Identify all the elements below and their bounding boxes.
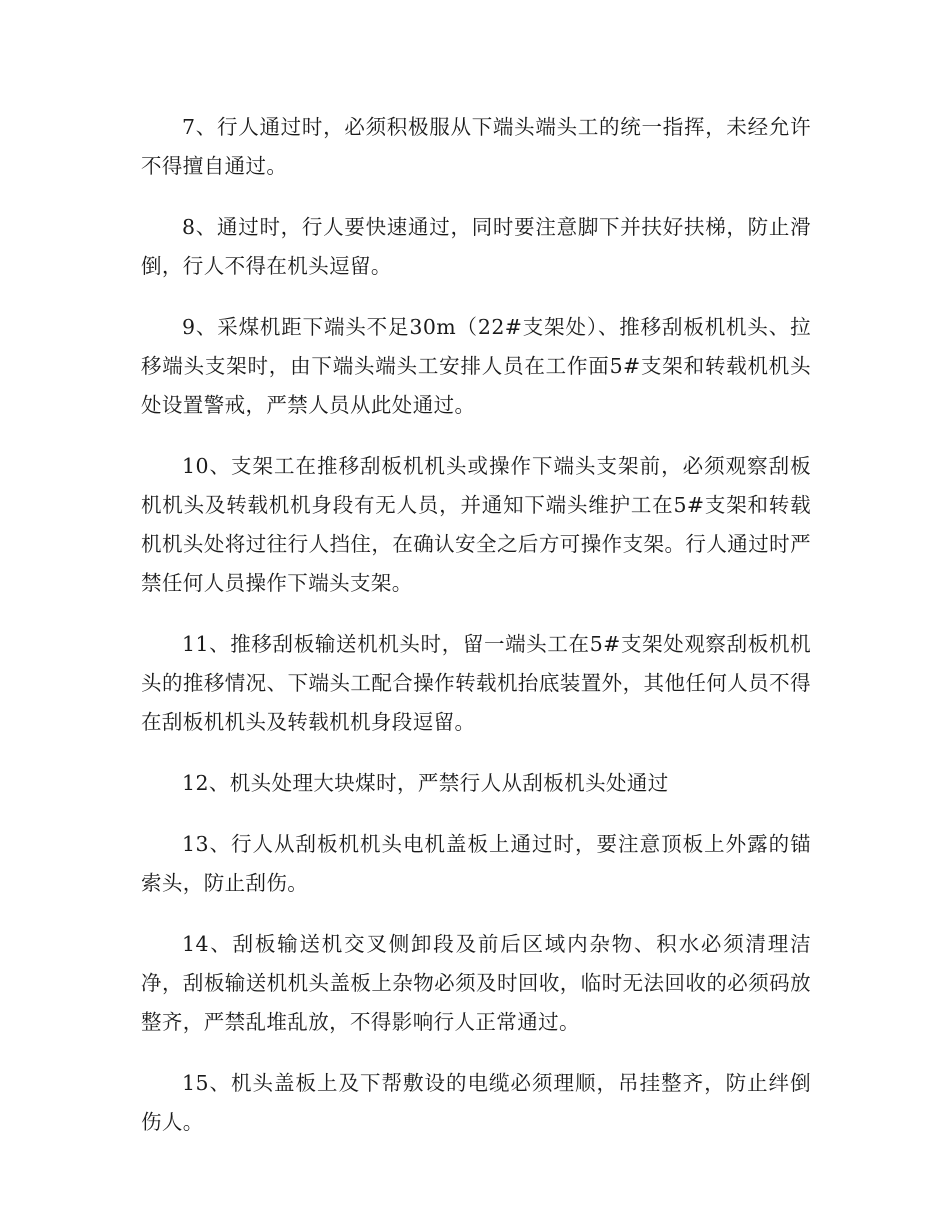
paragraph-11: 11、推移刮板输送机机头时，留一端头工在5#支架处观察刮板机机头的推移情况、下端头工配合操作转载机抬底装置外，其他任何人员不得在刮板机机头及转载机机身段逗留。 (141, 632, 811, 734)
paragraph-7: 7、行人通过时，必须积极服从下端头端头工的统一指挥，未经允许不得擅自通过。 (141, 115, 811, 178)
paragraph-14: 14、刮板输送机交叉侧卸段及前后区域内杂物、积水必须清理洁净，刮板输送机机头盖板上杂物必须及时回收，临时无法回收的必须码放整齐，严禁乱堆乱放，不得影响行人正常通过。 (141, 932, 811, 1034)
paragraph-12: 12、机头处理大块煤时，严禁行人从刮板机头处通过 (182, 771, 669, 795)
document-body (141, 108, 811, 1164)
paragraph-13: 13、行人从刮板机机头电机盖板上通过时，要注意顶板上外露的锚索头，防止刮伤。 (141, 832, 811, 895)
paragraph-15: 15、机头盖板上及下帮敷设的电缆必须理顺，吊挂整齐，防止绊倒伤人。 (141, 1071, 811, 1134)
paragraph-8: 8、通过时，行人要快速通过，同时要注意脚下并扶好扶梯，防止滑倒，行人不得在机头逗留。 (141, 215, 811, 278)
paragraph-10: 10、支架工在推移刮板机机头或操作下端头支架前，必须观察刮板机机头及转载机机身段有无人员，并通知下端头维护工在5#支架和转载机机头处将过往行人挡住，在确认安全之后方可操作支架。行人通过时严禁任何人员操作下端头支架。 (141, 454, 811, 595)
paragraph-9: 9、采煤机距下端头不足30m（22#支架处）、推移刮板机机头、拉移端头支架时，由下端头端头工安排人员在工作面5#支架和转载机机头处设置警戒，严禁人员从此处通过。 (141, 315, 811, 417)
